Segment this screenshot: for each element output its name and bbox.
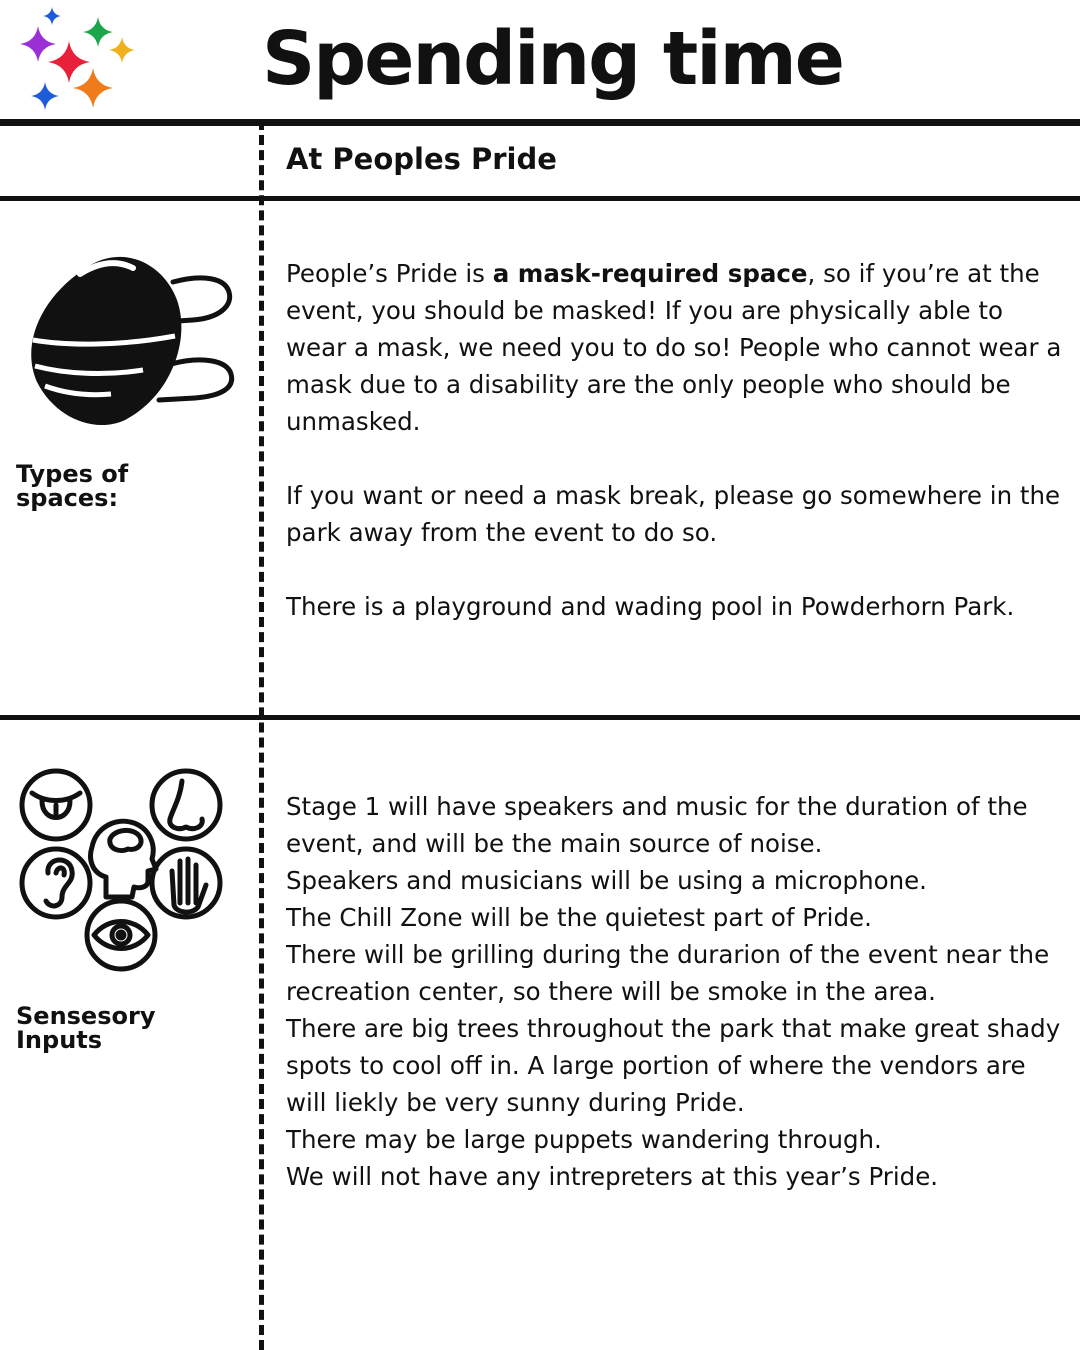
spaces-paragraph-3: There is a playground and wading pool in Powderhorn Park. xyxy=(286,592,1015,621)
sensory-line-6: There may be large puppets wandering through. xyxy=(286,1125,882,1154)
ear-icon xyxy=(22,849,90,917)
sparkle-blue-small xyxy=(43,7,61,25)
label-line-1: Sensesory xyxy=(16,1002,156,1030)
sparkle-blue xyxy=(31,82,59,110)
sparkle-purple xyxy=(20,26,56,62)
header-divider xyxy=(0,119,1080,126)
face-mask-icon xyxy=(25,248,240,433)
sensory-line-2: Speakers and musicians will be using a microphone. xyxy=(286,866,927,895)
text-run: , so if you’re at the event, you should be masked! If you are physically able to wear a mask, we need you to do so! People who cannot wear a mask due to a disability are the only people who should be unmasked. xyxy=(286,259,1062,436)
section-subtitle: At Peoples Pride xyxy=(286,142,557,176)
sparkle-orange xyxy=(73,68,113,108)
spaces-paragraph-1 xyxy=(286,255,1066,440)
sensory-body xyxy=(286,788,1066,1195)
section-label-sensory xyxy=(16,1004,155,1052)
nose-icon xyxy=(152,771,220,839)
sparkle-red xyxy=(48,41,90,83)
label-line-2: Inputs xyxy=(16,1026,103,1054)
mouth-icon xyxy=(22,771,90,839)
sensory-line-1: Stage 1 will have speakers and music for the duration of the event, and will be the main source of noise. xyxy=(286,792,1028,858)
sensory-line-4: There will be grilling during the durarion of the event near the recreation center, so there will be smoke in the area. xyxy=(286,940,1050,1006)
column-divider xyxy=(259,120,264,1350)
sparkle-yellow xyxy=(109,37,135,63)
sparkles-logo xyxy=(12,4,142,114)
hand-icon xyxy=(152,849,220,917)
text-run: People’s Pride is xyxy=(286,259,493,288)
sensory-line-7: We will not have any intrepreters at this year’s Pride. xyxy=(286,1162,939,1191)
label-line-1: Types of xyxy=(16,460,129,488)
sensory-line-3: The Chill Zone will be the quietest part of Pride. xyxy=(286,903,872,932)
five-senses-icon xyxy=(16,765,226,975)
head-brain-icon xyxy=(91,821,156,897)
spaces-body xyxy=(286,255,1066,625)
subtitle-divider xyxy=(0,196,1080,201)
sparkle-green xyxy=(83,17,113,47)
label-line-2: spaces: xyxy=(16,484,119,512)
text-emphasis: a mask-required space xyxy=(492,259,808,288)
eye-icon xyxy=(87,901,155,969)
spaces-paragraph-2: If you want or need a mask break, please go somewhere in the park away from the event to do so. xyxy=(286,481,1061,547)
section-label-spaces xyxy=(16,462,128,510)
section-divider xyxy=(0,715,1080,720)
sensory-line-5: There are big trees throughout the park that make great shady spots to cool off in. A large portion of where the vendors are will liekly be very sunny during Pride. xyxy=(286,1014,1061,1117)
page-title: Spending time xyxy=(262,16,843,102)
